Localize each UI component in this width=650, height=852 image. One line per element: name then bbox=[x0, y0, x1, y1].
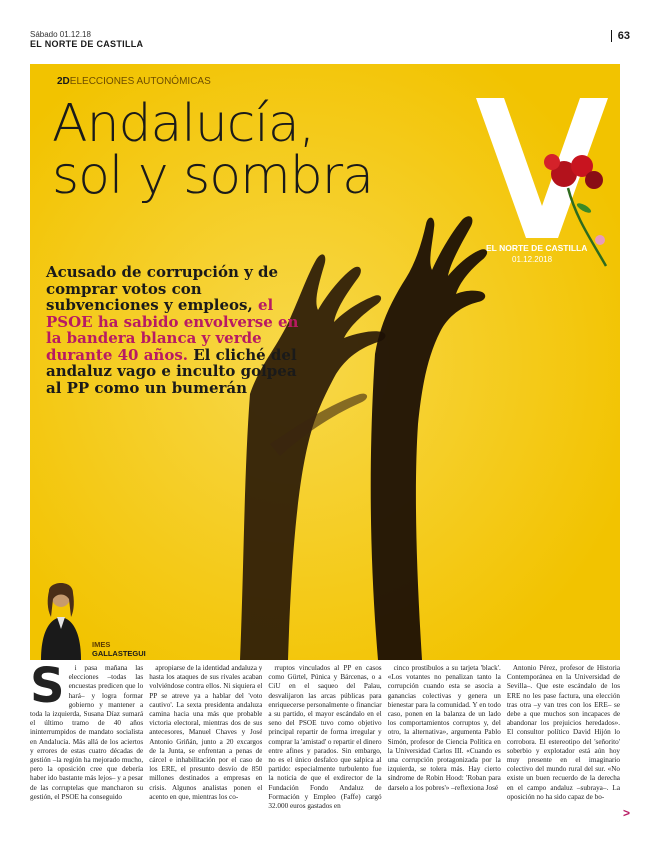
headline-line-1: Andalucía, bbox=[52, 94, 315, 154]
article-body bbox=[30, 664, 620, 844]
headline-line-2: sol y sombra bbox=[52, 146, 373, 206]
page-number: 63 bbox=[611, 30, 630, 42]
hero-banner bbox=[30, 64, 620, 660]
publication-name: EL NORTE DE CASTILLA bbox=[30, 39, 144, 49]
author-photo bbox=[33, 577, 88, 660]
logo-publication: EL NORTE DE CASTILLA bbox=[486, 243, 588, 253]
article-column-2: apropiarse de la identidad andaluza y hasta los ataques de sus rivales acaban volviéndose contra ellos. Ni siquiera el PP se atreve ya a hablar del 'voto cautivo'. La sexta presidenta andaluza camina hacia una más que probable victoria electoral, mientras dos de sus antecesores, Manuel Chaves y José Antonio Griñán, junto a 20 excargos de la Junta, se enfrentan a penas de cárcel e inhabilitación por el caso de los ERE, el presunto desvío de 850 millones destinados a empresas en crisis. Algunos analistas ponen el acento en que, mientras los co- bbox=[149, 664, 263, 801]
article-column-4: cinco prostíbulos a su tarjeta 'black'. «Los votantes no penalizan tanto la corrupción cuando esta se asocia a ganancias colectivas y genera un bienestar para la comunidad. Y en todo caso, ponen en la balanza de un lado los comportamientos corruptos y, del otro, la alternativa», argumenta Pablo Simón, profesor de Ciencia Política en la Universidad Carlos III. «Cuando es una corrupción protagonizada por la izquierda, se tolera más. Hay cierto síndrome de Robin Hood: 'Roban para darselo a los pobres'» –reflexiona José bbox=[387, 664, 501, 792]
headline bbox=[52, 94, 373, 206]
standfirst: Acusado de corrupción y de comprar votos con subvenciones y empleos, el PSOE ha sabido envolverse en la bandera blanca y verde durante 40 años. El cliché del andaluz vago e inculto golpea al PP como un bumerán bbox=[46, 263, 299, 397]
continue-arrow-icon: > bbox=[622, 806, 630, 820]
article-column-5: Antonio Pérez, profesor de Historia Contemporánea en la Universidad de Sevilla–. Que este escándalo de los ERE no les pase factura, una elección tras otra –y van tres con los ERE– se debe a que muchos son incapaces de abandonar los prejuicios heredados». El consultor político David Hijón lo corrobora. El estereotipo del 'señorito' soberbio y explotador está aún hoy muy presente en el imaginario colectivo del mundo rural del sur. «No existe un buen recuerdo de la derecha en el campo andaluz –subraya–. La oposición no ha sido capaz de bo- bbox=[506, 664, 621, 801]
page-header bbox=[30, 30, 143, 50]
article-column-3: rruptos vinculados al PP en casos como Gürtel, Púnica y Bárcenas, o a CiU en el saqueo del Palau, desvalijaron las arcas públicas para enriquecerse personalmente o financiar a su partido, el mayor escándalo en el seno del PSOE tuvo como objetivo principal repartir de forma irregular y comprar la 'amistad' o repartir el dinero entre afines y parados. Sin embargo, no es el único desfalco que salpica al partido: especialmente turbulento fue la noticia de que el exdirector de la Fundación Fondo Andaluz de Formación y Empleo (Faffe) cargó 32.000 euros gastados en bbox=[268, 664, 382, 811]
section-label: 2DELECCIONES AUTONÓMICAS bbox=[57, 76, 211, 87]
author-byline: IMES GALLASTEGUI bbox=[92, 640, 146, 658]
issue-date: Sábado 01.12.18 bbox=[30, 30, 91, 39]
article-column-1: S i pasa mañana las elecciones –todas las encuestas predicen que lo hará– y logra formar gobierno y mantener a toda la izquierda, Susana Díaz sumará el último tramo de 40 años ininterrumpidos de mandato socialista en Andalucía. Más allá de los aciertos y errores de estas cuatro décadas de gestión –la región ha mejorado mucho, pero la oposición cree que debería haber ido bastante más lejos– y a pesar de las corruptelas que mancharon su gestión, el PSOE ha conseguido bbox=[30, 664, 144, 801]
drop-cap: S bbox=[30, 664, 65, 714]
v-magazine-logo bbox=[472, 88, 612, 278]
logo-date: 01.12.2018 bbox=[512, 255, 553, 264]
